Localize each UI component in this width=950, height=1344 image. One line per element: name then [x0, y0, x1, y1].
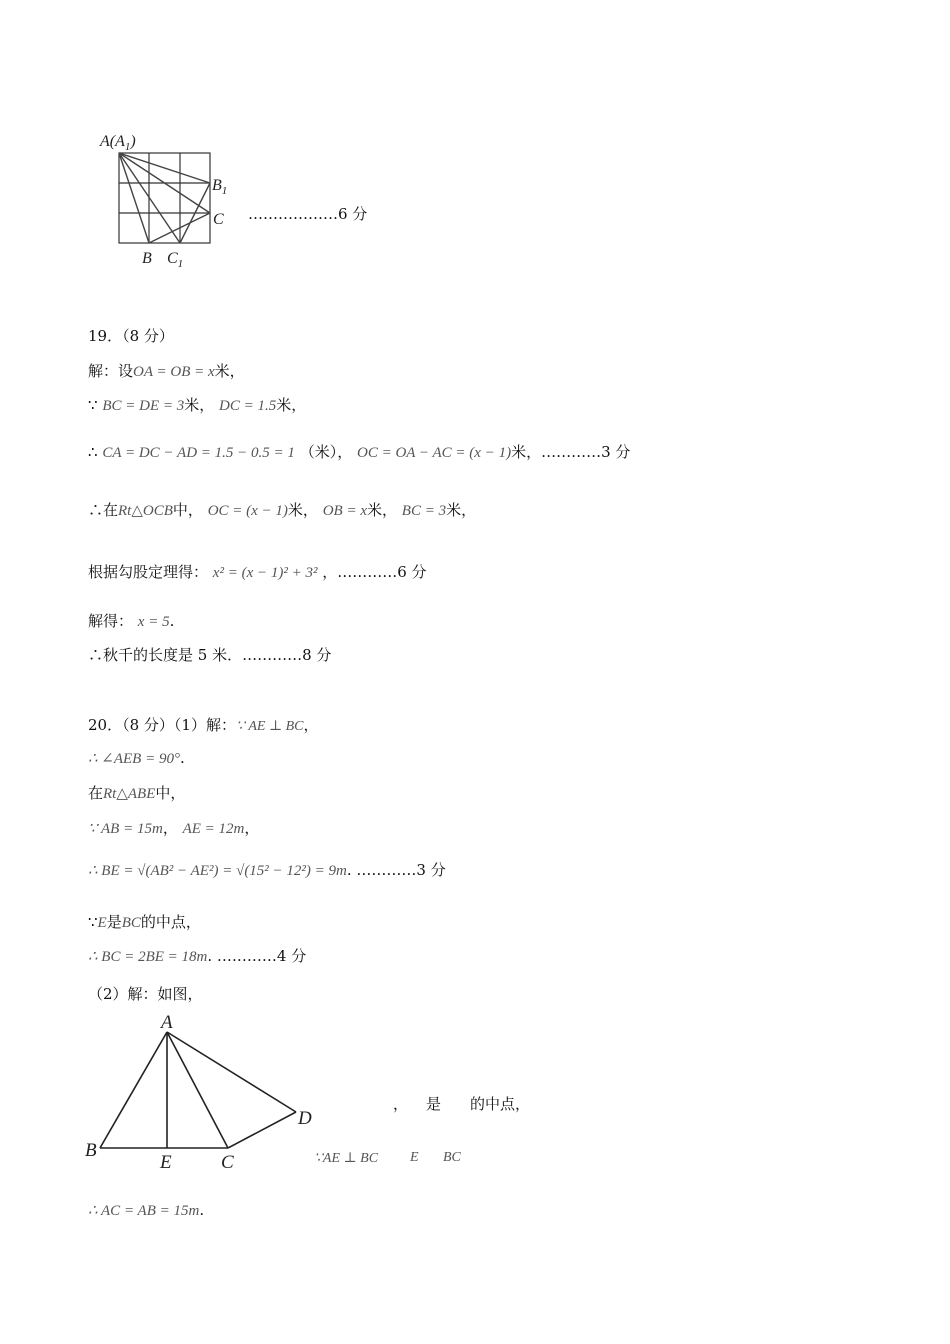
q20-side-math1: ∵AE ⊥ BC: [314, 1151, 379, 1166]
q19-l1-post: 米，: [214, 362, 245, 380]
q20-last-math: ∴ AC = AB = 15m: [88, 1203, 200, 1219]
q20-l2-math: Rt△ABE: [103, 786, 156, 802]
q19-l1-pre: 解：设: [88, 362, 134, 380]
q20-line-3: [88, 818, 259, 839]
q19-l6-post: .: [169, 612, 175, 630]
q20-side-math2: E: [410, 1150, 419, 1165]
q20-header: 20．（8 分）（1）解：: [88, 716, 236, 734]
q19-l6-math: x = 5: [137, 614, 170, 630]
fig1-label-a-close: ): [130, 133, 136, 150]
q19-l2-pre: ∵: [88, 396, 98, 414]
q19-line-1: [88, 361, 245, 382]
q20-line-1: [88, 748, 185, 769]
q19-l4-math4: BC = 3: [401, 503, 447, 519]
q20-side-text1: ，: [393, 1095, 409, 1113]
fig1-label-c: C: [213, 211, 224, 228]
q19-header: 19．（8 分）: [88, 327, 174, 345]
q20-last-post: .: [199, 1201, 205, 1219]
q20-line-7: （2）解：如图，: [88, 985, 203, 1003]
q20-l4-post: . …………3 分: [346, 861, 446, 879]
q19-l2-math1: BC = DE = 3: [102, 398, 185, 414]
q20-line-4: [88, 860, 446, 881]
q19-l3-pre: ∴: [88, 443, 98, 461]
fig2-label-a: A: [161, 1012, 173, 1033]
fig1-label-a: A(A: [100, 133, 125, 150]
q19-l4-math1: Rt△OCB: [118, 503, 173, 519]
q20-l1-post: .: [179, 749, 185, 767]
q20-l3-post: ，: [244, 819, 260, 837]
q20-l5-mid: 是: [106, 913, 122, 931]
q19-l1-math: OA = OB = x: [133, 364, 215, 380]
q19-l3-post: 米，…………3 分: [511, 443, 631, 461]
q19-l4-math2: OC = (x − 1): [207, 503, 288, 519]
fig2-label-d: D: [298, 1108, 312, 1129]
q20-l5-math1: E: [97, 915, 107, 931]
q20-l4-math: ∴ BE = √(AB² − AE²) = √(15² − 12²) = 9m: [88, 863, 347, 879]
q19-l4-pre: ∴在: [88, 501, 119, 519]
q19-l5-math: x² = (x − 1)² + 3²: [212, 565, 318, 581]
q20-line-6: [88, 946, 306, 967]
q20-l1-math: ∴ ∠AEB = 90°: [88, 751, 180, 767]
fig1-label-b1: B: [212, 177, 222, 194]
q19-line-7: ∴秋千的长度是 5 米．…………8 分: [88, 646, 332, 664]
q19-l4-math3: OB = x: [322, 503, 367, 519]
fig1-label-b: B: [142, 250, 152, 267]
q20-l6-post: . …………4 分: [207, 947, 307, 965]
q19-l4-mid2: 米，: [287, 501, 318, 519]
q19-l2-math2: DC = 1.5: [219, 398, 277, 414]
q19-l4-mid1: 中，: [172, 501, 203, 519]
q20-h-post: ，: [303, 716, 319, 734]
q20-h-math: ∵ AE ⊥ BC: [235, 719, 304, 734]
q20-side-text2: 是: [426, 1095, 442, 1113]
q19-l5-pre: 根据勾股定理得：: [88, 563, 209, 581]
q19-l2-mid: 米，: [184, 396, 215, 414]
fig1-score: ………………6 分: [248, 205, 368, 223]
fig2-label-e: E: [160, 1152, 172, 1173]
q19-line-3: [88, 442, 630, 463]
q20-line-2: [88, 783, 185, 804]
q19-line-5: [88, 562, 427, 583]
q20-l5-post: 的中点，: [140, 913, 201, 931]
svg-text:A(A1): [99, 133, 136, 153]
q19-l2-post: 米，: [276, 396, 307, 414]
q19-l3-math2: OC = OA − AC = (x − 1): [356, 445, 512, 461]
q19-l3-mid: （米），: [299, 443, 353, 461]
q19-line-6: [88, 611, 174, 632]
figure-triangle-abcd: [80, 1008, 330, 1178]
fig1-label-a-sub: 1: [124, 141, 131, 153]
svg-text:C1: [167, 250, 183, 270]
fig1-label-c1: C: [167, 250, 178, 267]
q20-line-5: [88, 912, 201, 933]
q20-l5-pre: ∵: [88, 913, 98, 931]
q20-side-text3: 的中点，: [470, 1095, 531, 1113]
q20-side-math3: BC: [443, 1150, 461, 1165]
q20-header-line: [88, 715, 319, 737]
q20-l3-mid: ，: [162, 819, 178, 837]
q19-l4-mid3: 米，: [367, 501, 398, 519]
fig1-label-b1-sub: 1: [221, 185, 228, 197]
fig1-label-c1-sub: 1: [177, 258, 184, 270]
q19-l3-math1: CA = DC − AD = 1.5 − 0.5 = 1: [102, 445, 295, 461]
q19-line-4: [88, 500, 476, 521]
figure-grid-triangles: [96, 126, 246, 276]
q20-l2-post: 中，: [155, 784, 186, 802]
q20-l5-math2: BC: [121, 915, 141, 931]
grid-svg: [96, 126, 246, 276]
fig2-label-b: B: [85, 1140, 97, 1161]
q19-l6-pre: 解得：: [88, 612, 134, 630]
q19-l4-post: 米，: [446, 501, 477, 519]
q20-l2-pre: 在: [88, 784, 104, 802]
svg-text:B1: [212, 177, 227, 197]
triangle-svg: [80, 1008, 330, 1178]
fig2-label-c: C: [221, 1152, 234, 1173]
q20-l3-math1: ∵ AB = 15m: [88, 821, 163, 837]
q19-l5-post: ，…………6 分: [322, 563, 427, 581]
q19-line-2: [88, 395, 306, 416]
q20-l6-math: ∴ BC = 2BE = 18m: [88, 949, 208, 965]
q20-l3-math2: AE = 12m: [182, 821, 245, 837]
q20-last-line: [88, 1200, 204, 1221]
